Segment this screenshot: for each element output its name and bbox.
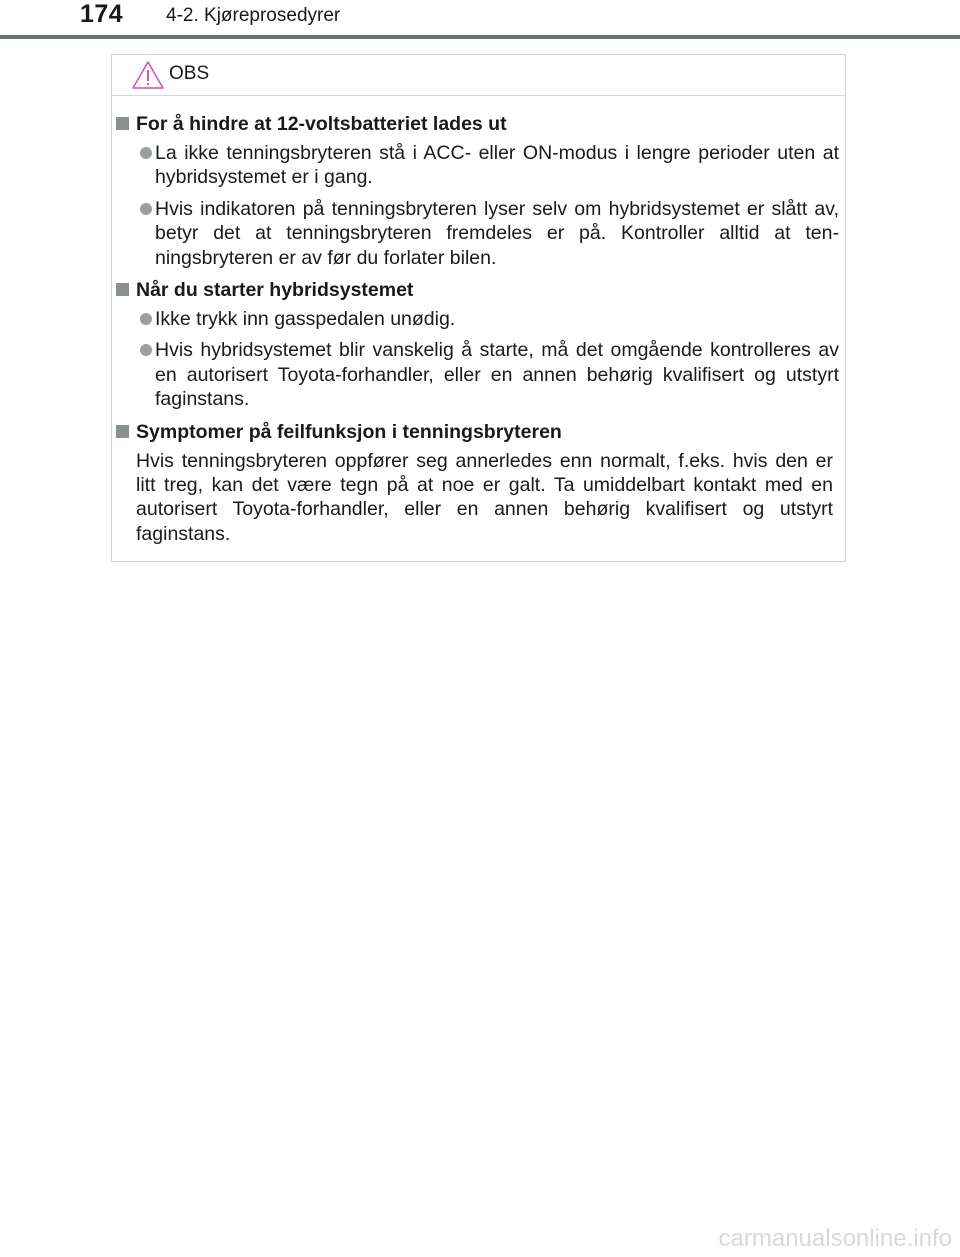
watermark: carmanualsonline.info: [718, 1225, 952, 1252]
page-number: 174: [80, 0, 124, 28]
section-heading: [116, 277, 847, 303]
bullet-text: Hvis indikatoren på tenningsbryteren lyser selv om hybridsystemet er slått av, betyr det at tenningsbryteren fremdeles er på. Kontroller alltid at ten-ningsbryteren er av før du forlater bilen.: [155, 197, 839, 269]
bullet-text: Ikke trykk inn gasspedalen unødig.: [155, 308, 456, 331]
warning-triangle-icon: [131, 60, 165, 90]
section-paragraph: Hvis tenningsbryteren oppfører seg annerledes enn normalt, f.eks. hvis den er litt treg, kan det være tegn på at noe er galt. Ta umiddelbart kontakt med en autorisert Toyota-forhandler, eller en annen behørig kvalifisert og utstyrt faginstans.: [136, 449, 833, 545]
notice-box: [111, 54, 846, 562]
header-rule: [0, 35, 960, 39]
bullet-item: [155, 141, 839, 190]
section-heading-text: Symptomer på feilfunksjon i tenningsbryteren: [136, 420, 562, 443]
section-square-marker: [116, 283, 129, 296]
bullet-dot: [140, 203, 152, 215]
section-heading: [116, 419, 847, 445]
notice-header: [112, 55, 845, 96]
bullet-text: Hvis hybridsystemet blir vanskelig å starte, må det omgående kontrolleres av en autorisert Toyota-forhandler, eller en annen behørig kvalifisert og utstyrt faginstans.: [155, 339, 839, 411]
bullet-dot: [140, 344, 152, 356]
section-heading: [116, 111, 847, 137]
section-square-marker: [116, 117, 129, 130]
bullet-item: [155, 197, 839, 270]
section-title: 4-2. Kjøreprosedyrer: [166, 5, 341, 26]
bullet-item: [155, 338, 839, 411]
bullet-text: La ikke tenningsbryteren stå i ACC- eller ON-modus i lengre perioder uten at hybridsystemet er i gang.: [155, 142, 839, 189]
bullet-dot: [140, 147, 152, 159]
section-heading-text: Når du starter hybridsystemet: [136, 279, 414, 302]
section-square-marker: [116, 425, 129, 438]
bullet-item: [155, 307, 839, 331]
bullet-dot: [140, 313, 152, 325]
notice-content: [112, 111, 847, 546]
notice-label: OBS: [169, 63, 210, 84]
section-heading-text: For å hindre at 12-voltsbatteriet lades ut: [136, 113, 507, 135]
